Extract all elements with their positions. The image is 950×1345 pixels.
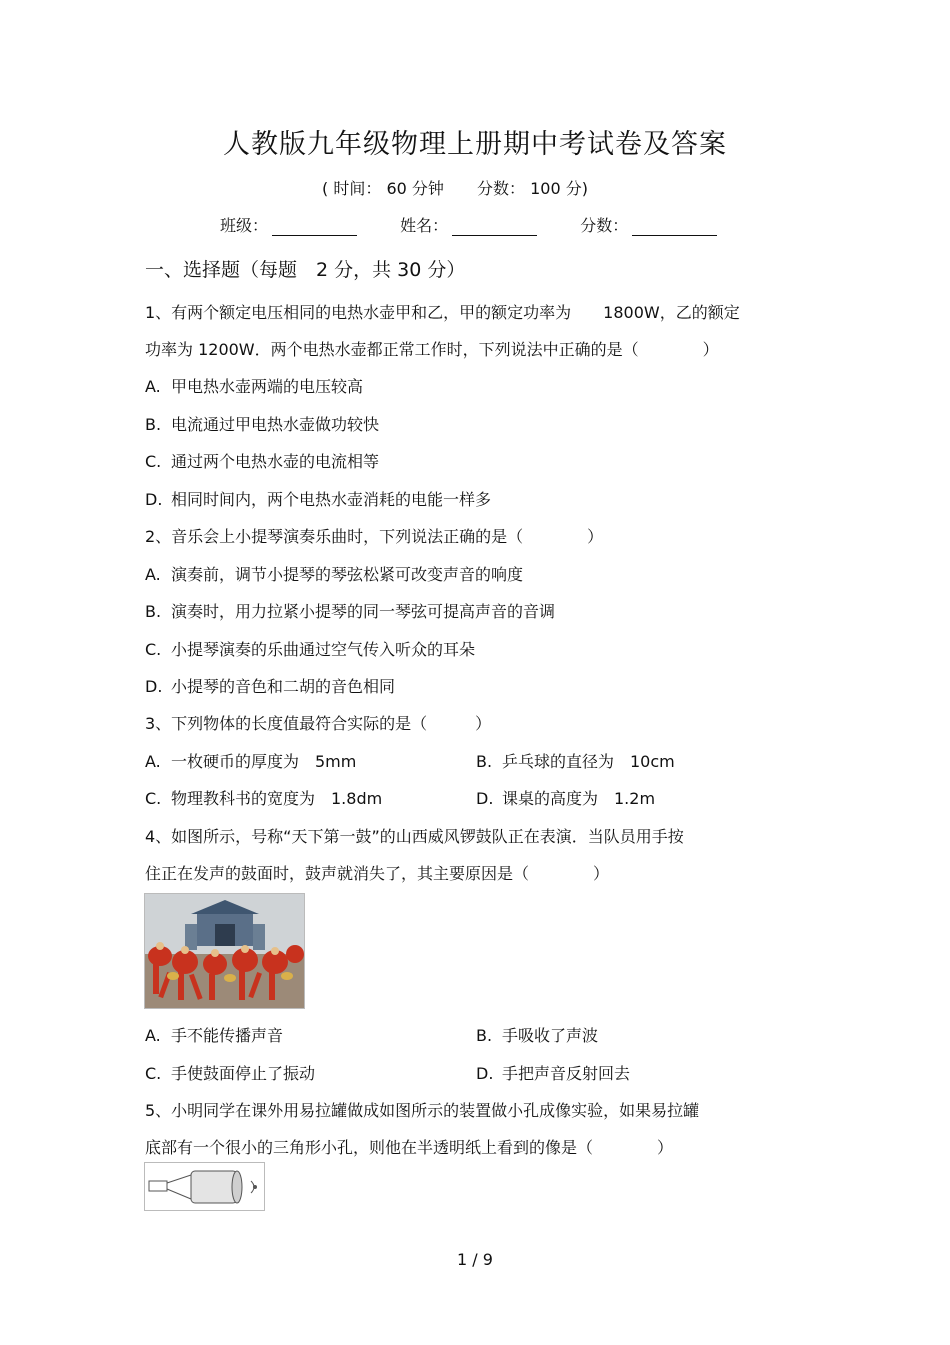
question-4-option-d: D. 手把声音反射回去 [476, 1064, 631, 1083]
class-label: 班级： [220, 216, 269, 235]
name-blank [452, 220, 537, 236]
question-1-line-2: 功率为 1200W．两个电热水壶都正常工作时，下列说法中正确的是（ ） [145, 340, 719, 359]
question-1-option-d: D. 相同时间内，两个电热水壶消耗的电能一样多 [145, 490, 492, 509]
question-1-line-1: 1、有两个额定电压相同的电热水壶甲和乙，甲的额定功率为 1800W，乙的额定 [145, 303, 740, 322]
question-2-option-c: C. 小提琴演奏的乐曲通过空气传入听众的耳朵 [145, 640, 476, 659]
question-3-option-a: A. 一枚硬币的厚度为 5mm [145, 752, 357, 771]
question-2-option-b: B. 演奏时，用力拉紧小提琴的同一琴弦可提高声音的音调 [145, 602, 556, 621]
name-label: 姓名： [400, 216, 449, 235]
score-info: 分数： 100 分) [477, 179, 588, 198]
name-field [400, 213, 537, 236]
question-4-option-a: A. 手不能传播声音 [145, 1026, 284, 1045]
time-info: ( 时间： 60 分钟 [322, 179, 444, 198]
question-2-option-d: D. 小提琴的音色和二胡的音色相同 [145, 677, 396, 696]
question-5-line-1: 5、小明同学在课外用易拉罐做成如图所示的装置做小孔成像实验，如果易拉罐 [145, 1101, 700, 1120]
page-number: 1 / 9 [457, 1250, 493, 1269]
question-4-option-b: B. 手吸收了声波 [476, 1026, 599, 1045]
class-field [220, 213, 357, 236]
question-1-option-b: B. 电流通过甲电热水壶做功较快 [145, 415, 380, 434]
drum-team-illustration [145, 894, 304, 1008]
score-blank [632, 220, 717, 236]
question-2-line-1: 2、音乐会上小提琴演奏乐曲时，下列说法正确的是（ ） [145, 527, 604, 546]
score-field [580, 213, 717, 236]
drum-team-photo [144, 893, 305, 1009]
class-blank [272, 220, 357, 236]
section-heading: 一、选择题（每题 2 分，共 30 分） [145, 259, 466, 281]
exam-subtitle [0, 176, 910, 199]
exam-title: 人教版九年级物理上册期中考试卷及答案 [223, 129, 727, 160]
question-1-option-c: C. 通过两个电热水壶的电流相等 [145, 452, 380, 471]
question-3-option-c: C. 物理教科书的宽度为 1.8dm [145, 789, 383, 808]
question-4-line-2: 住正在发声的鼓面时，鼓声就消失了，其主要原因是（ ） [145, 864, 610, 883]
question-4-line-1: 4、如图所示，号称“天下第一鼓”的山西威风锣鼓队正在表演．当队员用手按 [145, 827, 684, 846]
student-info-fields [220, 213, 755, 236]
question-3-line-1: 3、下列物体的长度值最符合实际的是（ ） [145, 714, 492, 733]
score-label: 分数： [580, 216, 629, 235]
pinhole-can-diagram [144, 1162, 265, 1211]
question-5-line-2: 底部有一个很小的三角形小孔，则他在半透明纸上看到的像是（ ） [145, 1138, 674, 1157]
question-3-option-b: B. 乒乓球的直径为 10cm [476, 752, 675, 771]
question-4-option-c: C. 手使鼓面停止了振动 [145, 1064, 316, 1083]
question-3-option-d: D. 课桌的高度为 1.2m [476, 789, 656, 808]
question-2-option-a: A. 演奏前，调节小提琴的琴弦松紧可改变声音的响度 [145, 565, 524, 584]
pinhole-can-illustration [145, 1163, 264, 1210]
question-1-option-a: A. 甲电热水壶两端的电压较高 [145, 377, 364, 396]
